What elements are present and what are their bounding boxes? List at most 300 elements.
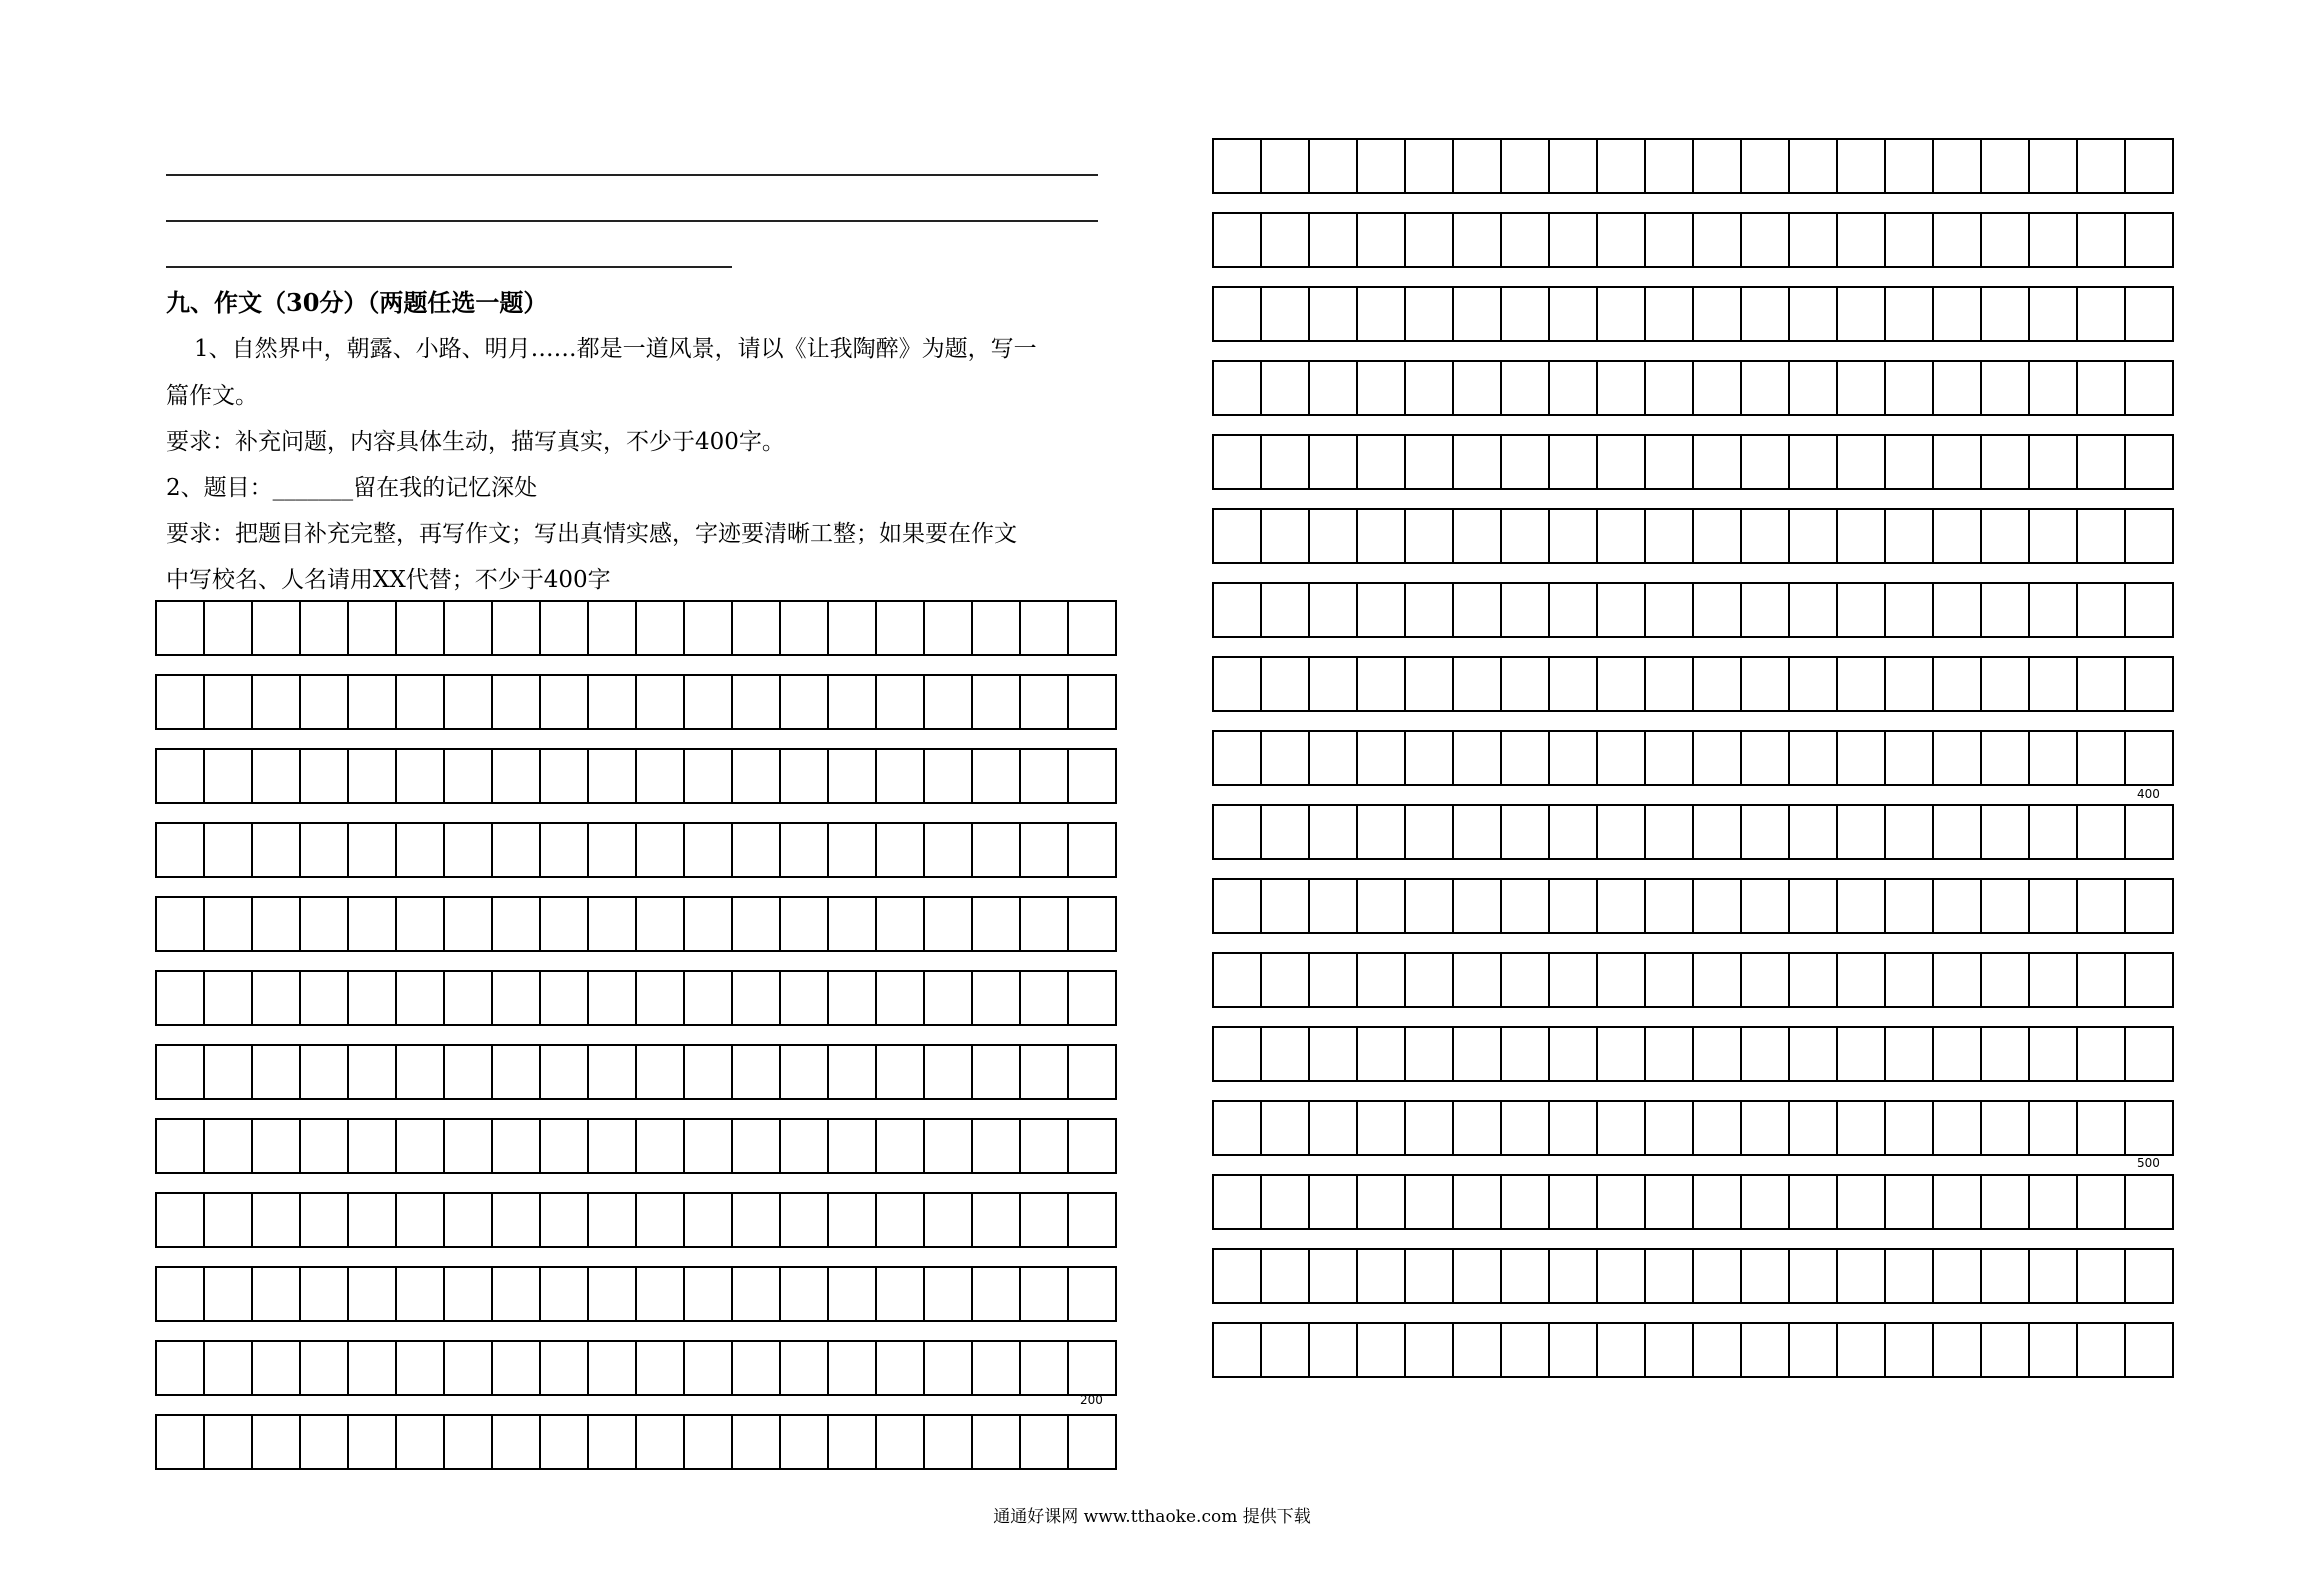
grid-cell[interactable]	[493, 972, 541, 1024]
grid-cell[interactable]	[1934, 510, 1982, 562]
grid-cell[interactable]	[1214, 214, 1262, 266]
grid-cell[interactable]	[1406, 214, 1454, 266]
grid-cell[interactable]	[1262, 1028, 1310, 1080]
grid-cell[interactable]	[637, 602, 685, 654]
grid-cell[interactable]	[1646, 436, 1694, 488]
grid-cell[interactable]	[1742, 806, 1790, 858]
grid-cell[interactable]	[2126, 140, 2174, 192]
grid-cell[interactable]	[733, 750, 781, 802]
grid-cell[interactable]	[589, 1268, 637, 1320]
grid-cell[interactable]	[157, 1194, 205, 1246]
grid-cell[interactable]	[1502, 658, 1550, 710]
grid-cell[interactable]	[1694, 658, 1742, 710]
grid-cell[interactable]	[1934, 1028, 1982, 1080]
grid-cell[interactable]	[1550, 658, 1598, 710]
grid-cell[interactable]	[157, 1268, 205, 1320]
grid-cell[interactable]	[1886, 1250, 1934, 1302]
grid-cell[interactable]	[2030, 214, 2078, 266]
grid-cell[interactable]	[2126, 1028, 2174, 1080]
grid-cell[interactable]	[1598, 436, 1646, 488]
grid-cell[interactable]	[1694, 436, 1742, 488]
grid-cell[interactable]	[301, 1046, 349, 1098]
grid-cell[interactable]	[1838, 1176, 1886, 1228]
grid-cell[interactable]	[1262, 140, 1310, 192]
grid-cell[interactable]	[685, 824, 733, 876]
grid-cell[interactable]	[1646, 1250, 1694, 1302]
grid-cell[interactable]	[781, 602, 829, 654]
grid-cell[interactable]	[1934, 436, 1982, 488]
grid-cell[interactable]	[541, 750, 589, 802]
grid-cell[interactable]	[1694, 1324, 1742, 1376]
grid-cell[interactable]	[1454, 436, 1502, 488]
grid-cell[interactable]	[349, 1120, 397, 1172]
grid-cell[interactable]	[589, 602, 637, 654]
grid-cell[interactable]	[1694, 140, 1742, 192]
grid-cell[interactable]	[1550, 880, 1598, 932]
grid-cell[interactable]	[541, 1194, 589, 1246]
grid-cell[interactable]	[973, 1046, 1021, 1098]
grid-cell[interactable]	[205, 1194, 253, 1246]
grid-cell[interactable]	[1742, 1028, 1790, 1080]
grid-cell[interactable]	[253, 602, 301, 654]
grid-cell[interactable]	[541, 1416, 589, 1468]
grid-cell[interactable]	[1454, 584, 1502, 636]
grid-cell[interactable]	[781, 1046, 829, 1098]
grid-cell[interactable]	[541, 1342, 589, 1394]
grid-cell[interactable]	[1886, 362, 1934, 414]
grid-cell[interactable]	[781, 1416, 829, 1468]
grid-cell[interactable]	[1262, 658, 1310, 710]
grid-cell[interactable]	[1934, 214, 1982, 266]
grid-cell[interactable]	[1982, 1102, 2030, 1154]
grid-cell[interactable]	[973, 898, 1021, 950]
grid-cell[interactable]	[1406, 362, 1454, 414]
grid-cell[interactable]	[685, 750, 733, 802]
grid-cell[interactable]	[1982, 584, 2030, 636]
grid-cell[interactable]	[1406, 1028, 1454, 1080]
grid-cell[interactable]	[2078, 1324, 2126, 1376]
grid-cell[interactable]	[1598, 806, 1646, 858]
grid-cell[interactable]	[397, 1120, 445, 1172]
grid-cell[interactable]	[2030, 658, 2078, 710]
grid-cell[interactable]	[637, 1120, 685, 1172]
grid-cell[interactable]	[1886, 140, 1934, 192]
grid-cell[interactable]	[253, 1120, 301, 1172]
grid-cell[interactable]	[1262, 288, 1310, 340]
grid-cell[interactable]	[1262, 880, 1310, 932]
grid-cell[interactable]	[589, 898, 637, 950]
grid-cell[interactable]	[1886, 658, 1934, 710]
grid-cell[interactable]	[1358, 954, 1406, 1006]
grid-cell[interactable]	[1310, 1324, 1358, 1376]
grid-cell[interactable]	[1214, 658, 1262, 710]
grid-cell[interactable]	[637, 1416, 685, 1468]
grid-cell[interactable]	[925, 1194, 973, 1246]
grid-cell[interactable]	[1406, 1250, 1454, 1302]
grid-cell[interactable]	[493, 898, 541, 950]
grid-cell[interactable]	[1502, 880, 1550, 932]
grid-cell[interactable]	[1454, 140, 1502, 192]
grid-cell[interactable]	[1550, 214, 1598, 266]
grid-cell[interactable]	[1742, 954, 1790, 1006]
grid-cell[interactable]	[1406, 510, 1454, 562]
grid-cell[interactable]	[1406, 1324, 1454, 1376]
grid-cell[interactable]	[1358, 584, 1406, 636]
grid-cell[interactable]	[1886, 436, 1934, 488]
grid-cell[interactable]	[2126, 954, 2174, 1006]
grid-cell[interactable]	[1742, 1250, 1790, 1302]
grid-cell[interactable]	[1838, 288, 1886, 340]
grid-cell[interactable]	[781, 972, 829, 1024]
grid-cell[interactable]	[1214, 140, 1262, 192]
grid-cell[interactable]	[1646, 1176, 1694, 1228]
grid-cell[interactable]	[1790, 362, 1838, 414]
grid-cell[interactable]	[1214, 806, 1262, 858]
grid-cell[interactable]	[829, 750, 877, 802]
grid-cell[interactable]	[349, 676, 397, 728]
grid-cell[interactable]	[1550, 1324, 1598, 1376]
grid-cell[interactable]	[1262, 806, 1310, 858]
grid-cell[interactable]	[205, 1416, 253, 1468]
grid-cell[interactable]	[1694, 510, 1742, 562]
grid-cell[interactable]	[733, 1416, 781, 1468]
grid-cell[interactable]	[973, 1194, 1021, 1246]
grid-cell[interactable]	[1069, 1120, 1117, 1172]
grid-cell[interactable]	[1502, 1176, 1550, 1228]
grid-cell[interactable]	[1069, 750, 1117, 802]
grid-cell[interactable]	[1310, 806, 1358, 858]
grid-cell[interactable]	[2030, 288, 2078, 340]
grid-cell[interactable]	[205, 1342, 253, 1394]
grid-cell[interactable]	[1886, 584, 1934, 636]
grid-cell[interactable]	[1406, 288, 1454, 340]
grid-cell[interactable]	[1598, 732, 1646, 784]
grid-cell[interactable]	[1982, 510, 2030, 562]
grid-cell[interactable]	[781, 1342, 829, 1394]
grid-cell[interactable]	[1598, 140, 1646, 192]
grid-cell[interactable]	[1886, 880, 1934, 932]
grid-cell[interactable]	[445, 676, 493, 728]
grid-cell[interactable]	[1742, 880, 1790, 932]
grid-cell[interactable]	[1214, 880, 1262, 932]
grid-cell[interactable]	[2126, 288, 2174, 340]
grid-cell[interactable]	[1214, 510, 1262, 562]
grid-cell[interactable]	[1310, 954, 1358, 1006]
grid-cell[interactable]	[1838, 1324, 1886, 1376]
grid-cell[interactable]	[1069, 1268, 1117, 1320]
grid-cell[interactable]	[1838, 1102, 1886, 1154]
grid-cell[interactable]	[1550, 288, 1598, 340]
grid-cell[interactable]	[1021, 676, 1069, 728]
grid-cell[interactable]	[1646, 880, 1694, 932]
grid-cell[interactable]	[301, 824, 349, 876]
grid-cell[interactable]	[1358, 806, 1406, 858]
grid-cell[interactable]	[589, 676, 637, 728]
grid-cell[interactable]	[1262, 436, 1310, 488]
grid-cell[interactable]	[397, 1194, 445, 1246]
grid-cell[interactable]	[1790, 806, 1838, 858]
grid-cell[interactable]	[733, 1194, 781, 1246]
grid-cell[interactable]	[2126, 584, 2174, 636]
grid-cell[interactable]	[1069, 602, 1117, 654]
grid-cell[interactable]	[781, 1120, 829, 1172]
grid-cell[interactable]	[1694, 806, 1742, 858]
grid-cell[interactable]	[205, 676, 253, 728]
grid-cell[interactable]	[493, 750, 541, 802]
grid-cell[interactable]	[2030, 1324, 2078, 1376]
grid-cell[interactable]	[1742, 140, 1790, 192]
grid-cell[interactable]	[2078, 806, 2126, 858]
grid-cell[interactable]	[1021, 824, 1069, 876]
grid-cell[interactable]	[253, 750, 301, 802]
grid-cell[interactable]	[973, 1268, 1021, 1320]
grid-cell[interactable]	[733, 1046, 781, 1098]
grid-cell[interactable]	[1454, 510, 1502, 562]
grid-cell[interactable]	[877, 898, 925, 950]
grid-cell[interactable]	[1550, 1028, 1598, 1080]
grid-cell[interactable]	[2126, 510, 2174, 562]
grid-cell[interactable]	[877, 1120, 925, 1172]
grid-cell[interactable]	[1502, 1102, 1550, 1154]
grid-cell[interactable]	[1502, 436, 1550, 488]
grid-cell[interactable]	[1694, 954, 1742, 1006]
grid-cell[interactable]	[637, 1268, 685, 1320]
grid-cell[interactable]	[349, 602, 397, 654]
grid-cell[interactable]	[349, 824, 397, 876]
grid-cell[interactable]	[1550, 140, 1598, 192]
grid-cell[interactable]	[1454, 1102, 1502, 1154]
grid-cell[interactable]	[2126, 1250, 2174, 1302]
grid-cell[interactable]	[349, 1416, 397, 1468]
grid-cell[interactable]	[2078, 510, 2126, 562]
grid-cell[interactable]	[157, 1342, 205, 1394]
grid-cell[interactable]	[685, 1416, 733, 1468]
grid-cell[interactable]	[2030, 806, 2078, 858]
grid-cell[interactable]	[925, 1046, 973, 1098]
grid-cell[interactable]	[877, 1268, 925, 1320]
grid-cell[interactable]	[733, 1120, 781, 1172]
grid-cell[interactable]	[1694, 288, 1742, 340]
grid-cell[interactable]	[2030, 140, 2078, 192]
grid-cell[interactable]	[2030, 1250, 2078, 1302]
grid-cell[interactable]	[1982, 436, 2030, 488]
grid-cell[interactable]	[1502, 1324, 1550, 1376]
grid-cell[interactable]	[1742, 214, 1790, 266]
grid-cell[interactable]	[1646, 732, 1694, 784]
grid-cell[interactable]	[1886, 732, 1934, 784]
grid-cell[interactable]	[445, 602, 493, 654]
grid-cell[interactable]	[493, 1046, 541, 1098]
grid-cell[interactable]	[253, 898, 301, 950]
grid-cell[interactable]	[1790, 1324, 1838, 1376]
grid-cell[interactable]	[829, 824, 877, 876]
grid-cell[interactable]	[2078, 1102, 2126, 1154]
grid-cell[interactable]	[2030, 732, 2078, 784]
grid-cell[interactable]	[829, 1416, 877, 1468]
grid-cell[interactable]	[829, 1194, 877, 1246]
grid-cell[interactable]	[637, 1046, 685, 1098]
grid-cell[interactable]	[1262, 1324, 1310, 1376]
grid-cell[interactable]	[1934, 140, 1982, 192]
grid-cell[interactable]	[829, 898, 877, 950]
grid-cell[interactable]	[1262, 510, 1310, 562]
grid-cell[interactable]	[541, 676, 589, 728]
grid-cell[interactable]	[589, 750, 637, 802]
grid-cell[interactable]	[1214, 288, 1262, 340]
grid-cell[interactable]	[1742, 732, 1790, 784]
grid-cell[interactable]	[877, 824, 925, 876]
grid-cell[interactable]	[1694, 362, 1742, 414]
grid-cell[interactable]	[2030, 954, 2078, 1006]
grid-cell[interactable]	[1310, 1102, 1358, 1154]
grid-cell[interactable]	[589, 1416, 637, 1468]
grid-cell[interactable]	[973, 676, 1021, 728]
grid-cell[interactable]	[2126, 1176, 2174, 1228]
grid-cell[interactable]	[493, 676, 541, 728]
grid-cell[interactable]	[1790, 584, 1838, 636]
grid-cell[interactable]	[589, 1120, 637, 1172]
grid-cell[interactable]	[781, 1194, 829, 1246]
grid-cell[interactable]	[493, 1194, 541, 1246]
grid-cell[interactable]	[1358, 732, 1406, 784]
grid-cell[interactable]	[2078, 880, 2126, 932]
grid-cell[interactable]	[685, 1120, 733, 1172]
grid-cell[interactable]	[157, 824, 205, 876]
grid-cell[interactable]	[205, 602, 253, 654]
grid-cell[interactable]	[1934, 880, 1982, 932]
grid-cell[interactable]	[349, 1194, 397, 1246]
grid-cell[interactable]	[1646, 288, 1694, 340]
grid-cell[interactable]	[2078, 214, 2126, 266]
grid-cell[interactable]	[253, 676, 301, 728]
grid-cell[interactable]	[829, 972, 877, 1024]
grid-cell[interactable]	[1646, 1324, 1694, 1376]
grid-cell[interactable]	[1454, 288, 1502, 340]
grid-cell[interactable]	[973, 602, 1021, 654]
grid-cell[interactable]	[1021, 602, 1069, 654]
grid-cell[interactable]	[1838, 436, 1886, 488]
grid-cell[interactable]	[1021, 1268, 1069, 1320]
grid-cell[interactable]	[637, 824, 685, 876]
grid-cell[interactable]	[1934, 1176, 1982, 1228]
grid-cell[interactable]	[157, 602, 205, 654]
grid-cell[interactable]	[1982, 732, 2030, 784]
grid-cell[interactable]	[685, 676, 733, 728]
grid-cell[interactable]	[1742, 288, 1790, 340]
grid-cell[interactable]	[1214, 1250, 1262, 1302]
grid-cell[interactable]	[1694, 1176, 1742, 1228]
grid-cell[interactable]	[1310, 288, 1358, 340]
grid-cell[interactable]	[685, 972, 733, 1024]
grid-cell[interactable]	[205, 898, 253, 950]
grid-cell[interactable]	[205, 824, 253, 876]
grid-cell[interactable]	[301, 1342, 349, 1394]
grid-cell[interactable]	[1310, 1028, 1358, 1080]
grid-cell[interactable]	[637, 1342, 685, 1394]
grid-cell[interactable]	[877, 750, 925, 802]
grid-cell[interactable]	[2030, 510, 2078, 562]
grid-cell[interactable]	[1069, 1416, 1117, 1468]
grid-cell[interactable]	[1358, 288, 1406, 340]
grid-cell[interactable]	[2078, 288, 2126, 340]
grid-cell[interactable]	[205, 972, 253, 1024]
grid-cell[interactable]	[1502, 510, 1550, 562]
grid-cell[interactable]	[1454, 1176, 1502, 1228]
grid-cell[interactable]	[1982, 214, 2030, 266]
grid-cell[interactable]	[1021, 972, 1069, 1024]
grid-cell[interactable]	[1790, 1028, 1838, 1080]
grid-cell[interactable]	[2030, 1176, 2078, 1228]
grid-cell[interactable]	[1646, 214, 1694, 266]
grid-cell[interactable]	[2030, 1028, 2078, 1080]
grid-cell[interactable]	[205, 1046, 253, 1098]
grid-cell[interactable]	[1310, 436, 1358, 488]
grid-cell[interactable]	[781, 1268, 829, 1320]
grid-cell[interactable]	[1982, 658, 2030, 710]
grid-cell[interactable]	[1646, 806, 1694, 858]
grid-cell[interactable]	[733, 898, 781, 950]
grid-cell[interactable]	[1502, 288, 1550, 340]
grid-cell[interactable]	[1550, 436, 1598, 488]
grid-cell[interactable]	[1838, 214, 1886, 266]
grid-cell[interactable]	[1886, 806, 1934, 858]
grid-cell[interactable]	[2030, 436, 2078, 488]
grid-cell[interactable]	[1550, 510, 1598, 562]
grid-cell[interactable]	[2126, 1102, 2174, 1154]
grid-cell[interactable]	[2126, 1324, 2174, 1376]
grid-cell[interactable]	[301, 898, 349, 950]
grid-cell[interactable]	[445, 972, 493, 1024]
grid-cell[interactable]	[1934, 806, 1982, 858]
grid-cell[interactable]	[1021, 750, 1069, 802]
grid-cell[interactable]	[2078, 954, 2126, 1006]
grid-cell[interactable]	[493, 1416, 541, 1468]
grid-cell[interactable]	[973, 750, 1021, 802]
grid-cell[interactable]	[1550, 1250, 1598, 1302]
grid-cell[interactable]	[1454, 954, 1502, 1006]
grid-cell[interactable]	[1790, 288, 1838, 340]
grid-cell[interactable]	[1358, 510, 1406, 562]
grid-cell[interactable]	[733, 1342, 781, 1394]
grid-cell[interactable]	[1598, 584, 1646, 636]
grid-cell[interactable]	[1406, 140, 1454, 192]
grid-cell[interactable]	[733, 824, 781, 876]
grid-cell[interactable]	[1310, 362, 1358, 414]
grid-cell[interactable]	[1454, 362, 1502, 414]
grid-cell[interactable]	[1598, 510, 1646, 562]
grid-cell[interactable]	[1790, 436, 1838, 488]
grid-cell[interactable]	[925, 1416, 973, 1468]
grid-cell[interactable]	[397, 1268, 445, 1320]
grid-cell[interactable]	[1886, 1176, 1934, 1228]
grid-cell[interactable]	[1406, 732, 1454, 784]
grid-cell[interactable]	[493, 824, 541, 876]
grid-cell[interactable]	[397, 898, 445, 950]
grid-cell[interactable]	[2078, 1176, 2126, 1228]
grid-cell[interactable]	[973, 1120, 1021, 1172]
grid-cell[interactable]	[1021, 1120, 1069, 1172]
grid-cell[interactable]	[349, 1268, 397, 1320]
grid-cell[interactable]	[1790, 510, 1838, 562]
grid-cell[interactable]	[541, 602, 589, 654]
grid-cell[interactable]	[1598, 1028, 1646, 1080]
grid-cell[interactable]	[1262, 1102, 1310, 1154]
grid-cell[interactable]	[1358, 362, 1406, 414]
grid-cell[interactable]	[1214, 1324, 1262, 1376]
grid-cell[interactable]	[877, 1046, 925, 1098]
grid-cell[interactable]	[685, 1194, 733, 1246]
grid-cell[interactable]	[637, 972, 685, 1024]
